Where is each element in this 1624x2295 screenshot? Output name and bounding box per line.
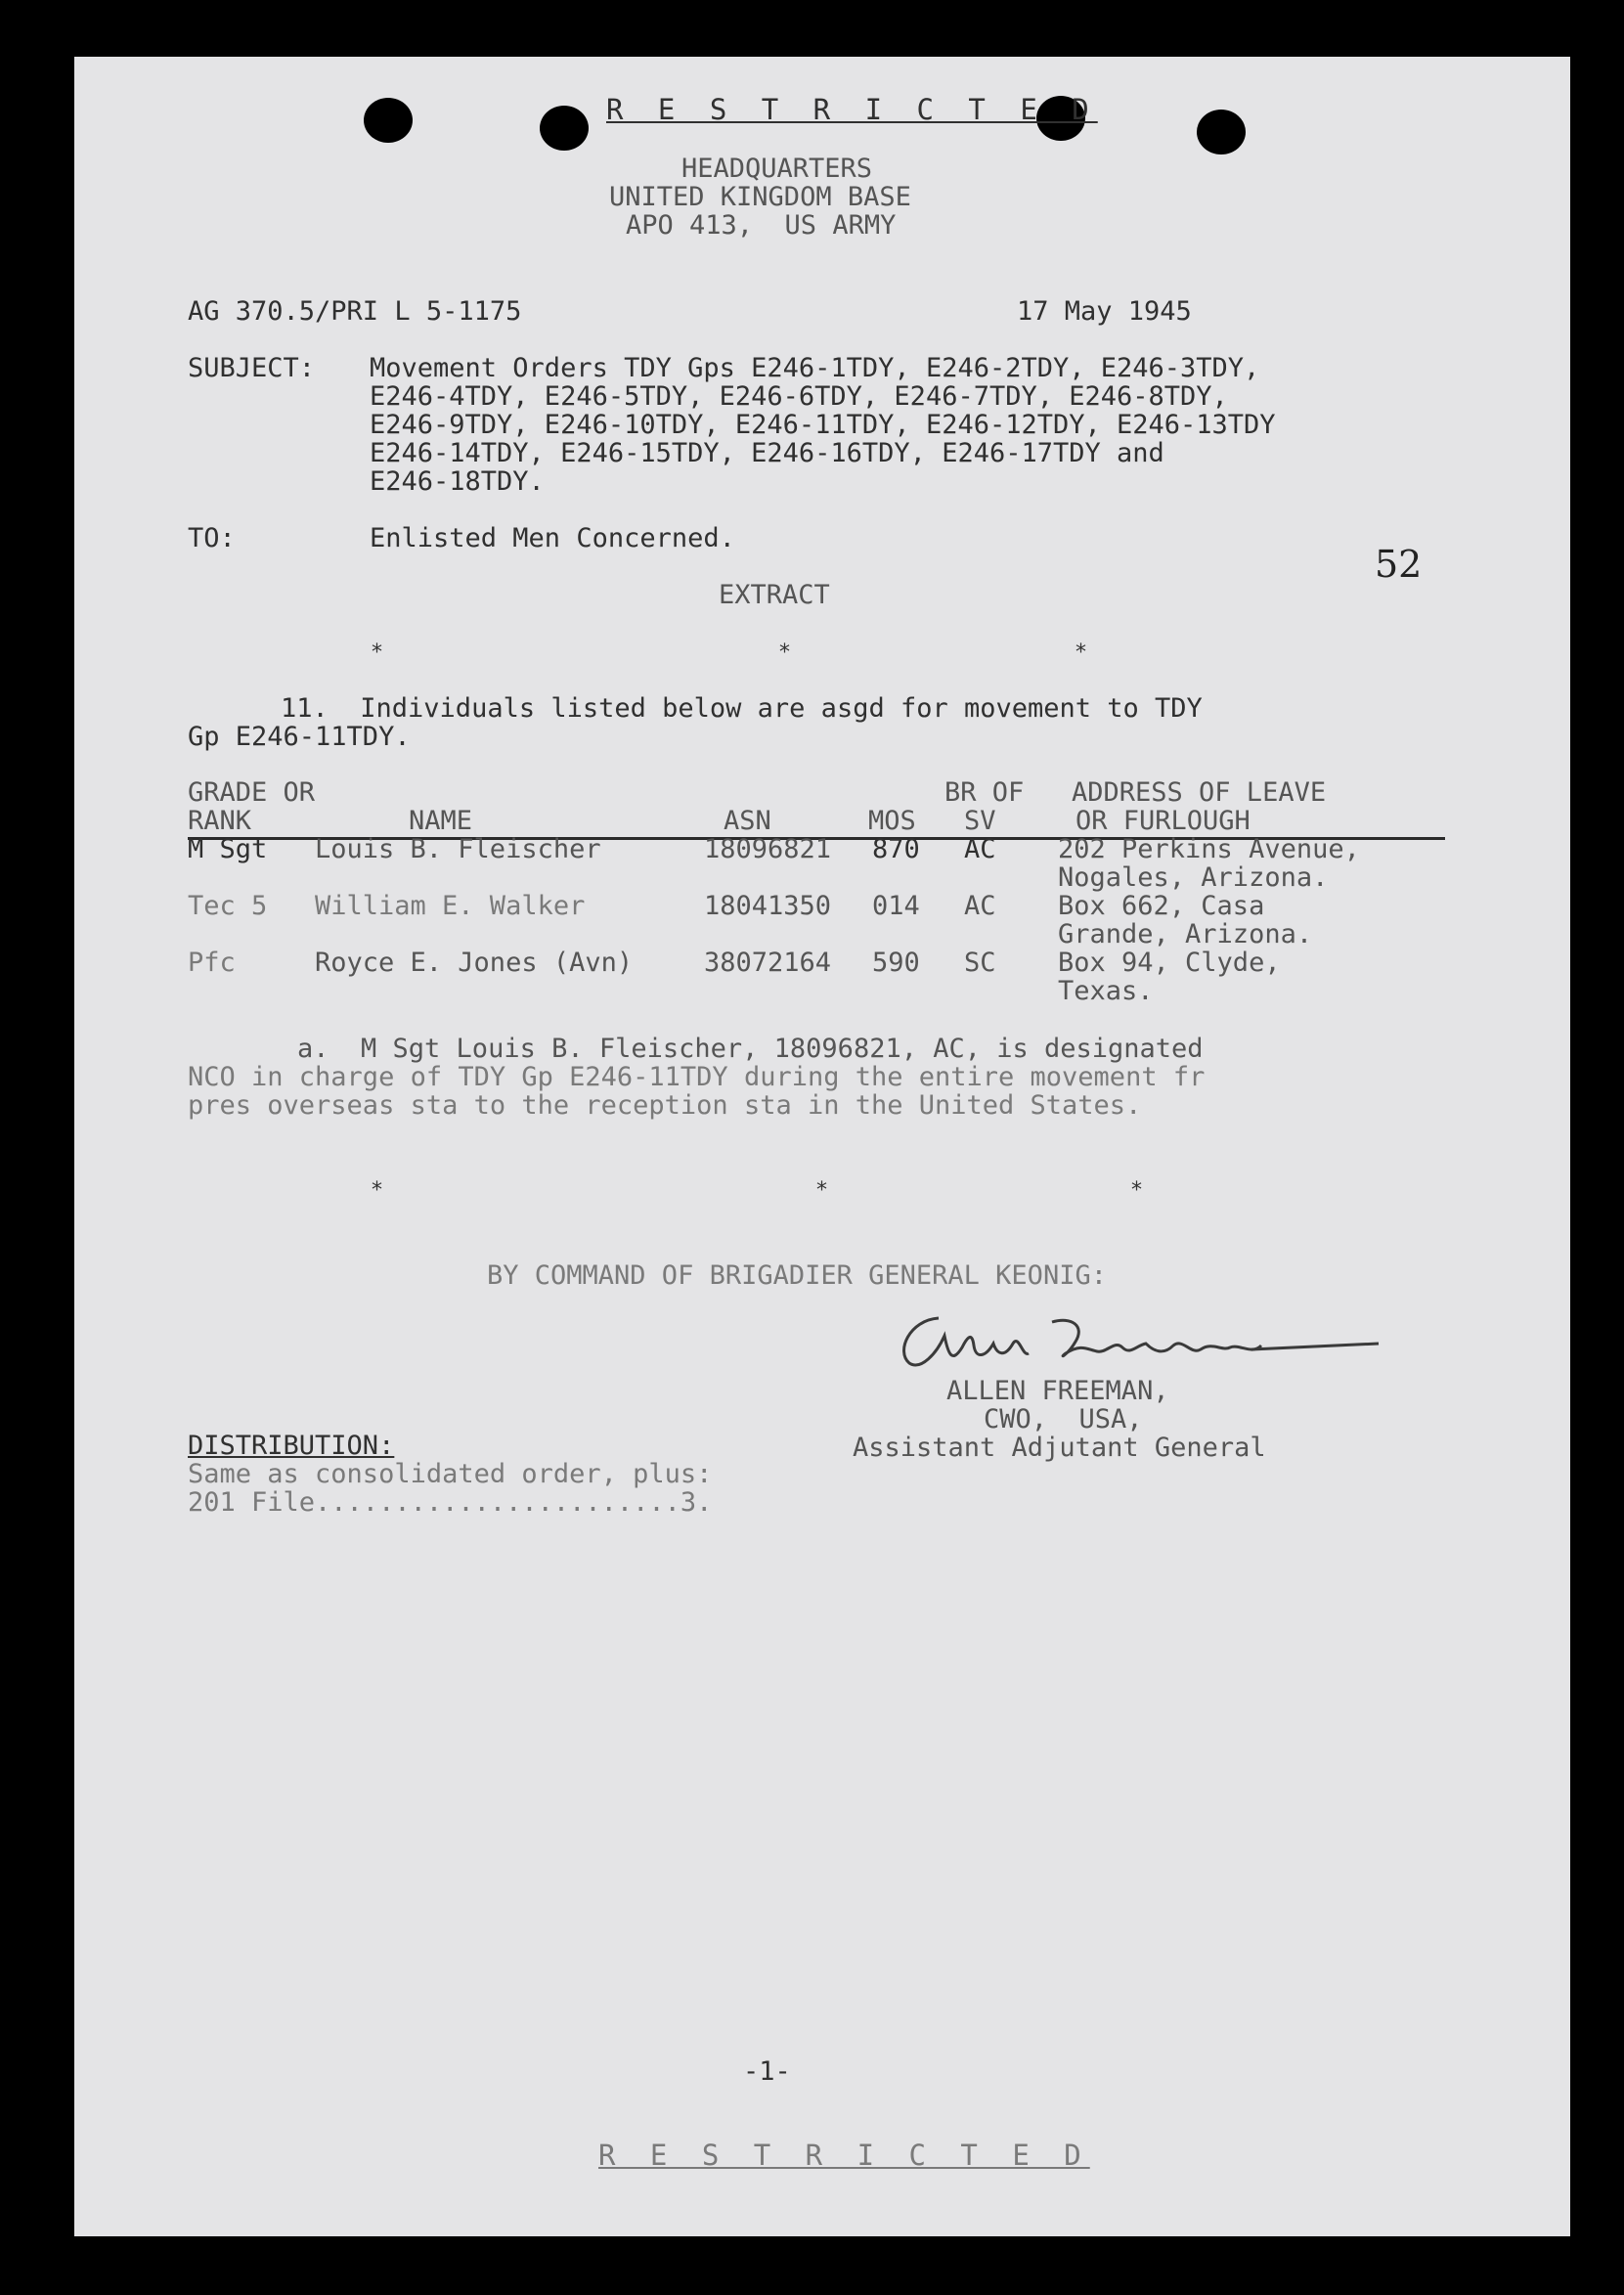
omission-star: *: [1131, 1178, 1142, 1203]
page-stamp-number: 52: [1375, 543, 1423, 586]
col-header-address: OR FURLOUGH: [1075, 806, 1251, 836]
file-reference: AG 370.5/PRI L 5-1175: [188, 296, 522, 327]
classification-header: R E S T R I C T E D: [606, 93, 1098, 126]
cell-name: William E. Walker: [315, 891, 586, 921]
page-number: -1-: [743, 2056, 791, 2087]
omission-star: *: [372, 640, 382, 665]
col-header-asn: ASN: [724, 806, 771, 836]
cell-asn: 18096821: [704, 834, 832, 864]
cell-branch: SC: [964, 948, 996, 978]
cell-address: Box 94, Clyde,: [1058, 948, 1281, 978]
punch-hole: [540, 106, 589, 151]
signer-title: Assistant Adjutant General: [853, 1433, 1266, 1463]
cell-address: Nogales, Arizona.: [1058, 862, 1329, 893]
col-header-grade: RANK: [188, 806, 252, 836]
distribution-label: DISTRIBUTION:: [188, 1431, 395, 1461]
punch-hole: [1197, 110, 1246, 154]
omission-star: *: [1075, 640, 1086, 665]
cell-address: Box 662, Casa: [1058, 891, 1265, 921]
subject-line: E246-9TDY, E246-10TDY, E246-11TDY, E246-12TDY, E246-13TDY: [370, 410, 1276, 440]
cell-branch: AC: [964, 891, 996, 921]
signer-name: ALLEN FREEMAN,: [946, 1376, 1169, 1406]
subject-line: Movement Orders TDY Gps E246-1TDY, E246-2TDY, E246-3TDY,: [370, 353, 1260, 383]
cell-mos: 870: [872, 834, 920, 864]
to-label: TO:: [188, 523, 236, 553]
command-line: BY COMMAND OF BRIGADIER GENERAL KEONIG:: [487, 1260, 1107, 1291]
subject-line: E246-18TDY.: [370, 466, 545, 497]
to-value: Enlisted Men Concerned.: [370, 523, 735, 553]
signer-rank: CWO, USA,: [984, 1404, 1143, 1434]
col-header-address: ADDRESS OF LEAVE: [1072, 777, 1327, 808]
order-date: 17 May 1945: [1017, 296, 1192, 327]
omission-star: *: [779, 640, 790, 665]
note-a-line: pres overseas sta to the reception sta in the United States.: [188, 1090, 1142, 1121]
cell-grade: Tec 5: [188, 891, 268, 921]
cell-address: Texas.: [1058, 976, 1154, 1006]
cell-asn: 18041350: [704, 891, 832, 921]
cell-asn: 38072164: [704, 948, 832, 978]
col-header-branch: BR OF: [944, 777, 1025, 808]
omission-star: *: [372, 1178, 382, 1203]
classification-footer: R E S T R I C T E D: [598, 2139, 1090, 2172]
note-a-line: NCO in charge of TDY Gp E246-11TDY during the entire movement fr: [188, 1062, 1206, 1092]
note-a-line: a. M Sgt Louis B. Fleischer, 18096821, AC, is designated: [297, 1034, 1204, 1064]
cell-name: Louis B. Fleischer: [315, 834, 601, 864]
cell-address: 202 Perkins Avenue,: [1058, 834, 1360, 864]
cell-name: Royce E. Jones (Avn): [315, 948, 634, 978]
cell-address: Grande, Arizona.: [1058, 919, 1313, 949]
org-apo: APO 413, US ARMY: [626, 210, 897, 241]
cell-mos: 590: [872, 948, 920, 978]
distribution-line: 201 File.......................3.: [188, 1487, 713, 1518]
col-header-grade: GRADE OR: [188, 777, 316, 808]
cell-grade: Pfc: [188, 948, 236, 978]
subject-line: E246-14TDY, E246-15TDY, E246-16TDY, E246-17TDY and: [370, 438, 1164, 468]
subject-label: SUBJECT:: [188, 353, 316, 383]
extract-label: EXTRACT: [719, 580, 830, 610]
col-header-name: NAME: [409, 806, 473, 836]
cell-grade: M Sgt: [188, 834, 268, 864]
cell-mos: 014: [872, 891, 920, 921]
punch-hole: [364, 98, 413, 143]
col-header-branch: SV: [964, 806, 996, 836]
omission-star: *: [816, 1178, 827, 1203]
org-command: UNITED KINGDOM BASE: [609, 182, 911, 212]
cell-branch: AC: [964, 834, 996, 864]
paragraph-11-line: Gp E246-11TDY.: [188, 722, 411, 752]
org-headquarters: HEADQUARTERS: [681, 154, 873, 184]
distribution-line: Same as consolidated order, plus:: [188, 1459, 713, 1489]
col-header-mos: MOS: [868, 806, 916, 836]
paragraph-11-line: 11. Individuals listed below are asgd for movement to TDY: [281, 693, 1203, 724]
subject-line: E246-4TDY, E246-5TDY, E246-6TDY, E246-7TDY, E246-8TDY,: [370, 381, 1228, 412]
